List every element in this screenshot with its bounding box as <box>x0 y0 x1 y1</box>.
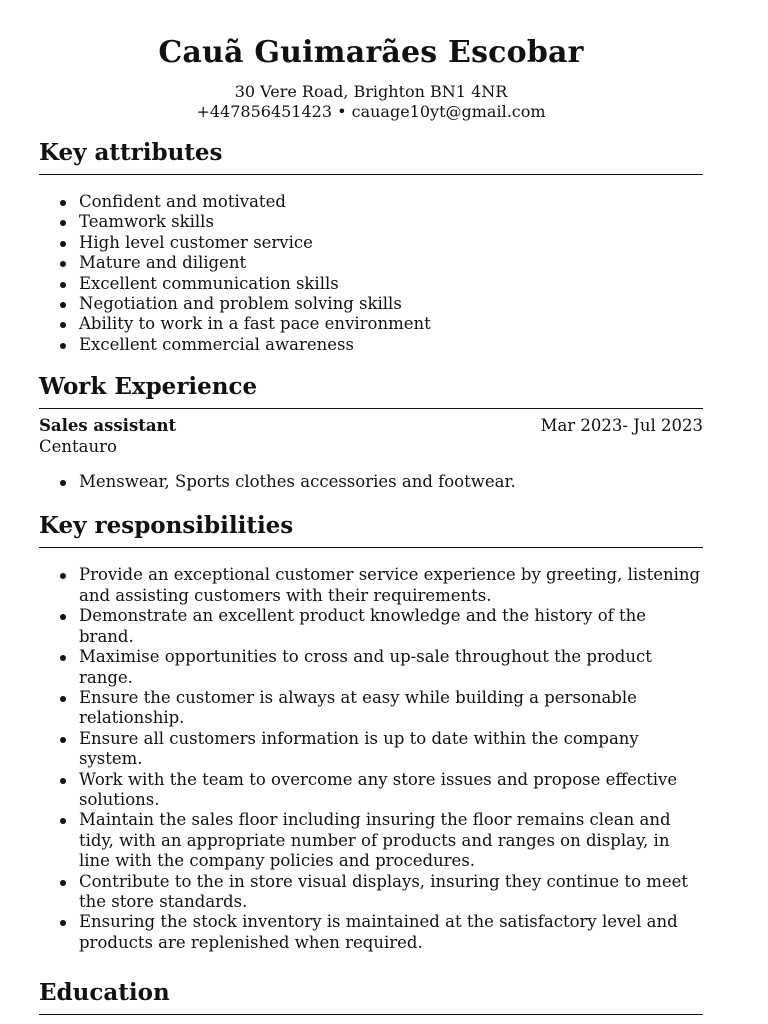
key-attributes-section <box>39 138 703 355</box>
list-item: Teamwork skills <box>39 212 703 232</box>
list-item: Demonstrate an excellent product knowledge and the history of the brand. <box>39 606 703 647</box>
list-item: Ability to work in a fast pace environment <box>39 314 703 334</box>
section-divider <box>39 547 703 548</box>
list-item: Excellent communication skills <box>39 274 703 294</box>
list-item: Excellent commercial awareness <box>39 335 703 355</box>
work-experience-section <box>39 372 703 492</box>
section-divider <box>39 408 703 409</box>
key-responsibilities-list <box>39 565 703 953</box>
section-title-key-attributes: Key attributes <box>39 139 223 166</box>
job-dates: Mar 2023- Jul 2023 <box>540 416 703 436</box>
list-item: Contribute to the in store visual displays, insuring they continue to meet the store standards. <box>39 872 703 913</box>
list-item: Confident and motivated <box>39 192 703 212</box>
list-item: Ensure all customers information is up to date within the company system. <box>39 729 703 770</box>
list-item: Maximise opportunities to cross and up-sale throughout the product range. <box>39 647 703 688</box>
list-item: Menswear, Sports clothes accessories and footwear. <box>39 472 703 492</box>
job-entry <box>39 416 703 457</box>
section-title-key-responsibilities: Key responsibilities <box>39 512 294 540</box>
list-item: Work with the team to overcome any store issues and propose effective solutions. <box>39 770 703 811</box>
job-header-row <box>39 416 703 436</box>
section-divider <box>39 1014 703 1015</box>
key-responsibilities-section <box>39 511 703 953</box>
key-attributes-list <box>39 192 703 355</box>
list-item: Mature and diligent <box>39 253 703 273</box>
job-title: Sales assistant <box>39 416 177 436</box>
list-item: Ensure the customer is always at easy while building a personable relationship. <box>39 688 703 729</box>
contact-block <box>39 82 703 122</box>
list-item: Negotiation and problem solving skills <box>39 294 703 314</box>
phone-email-line: +447856451423 • cauage10yt@gmail.com <box>196 102 546 121</box>
list-item: High level customer service <box>39 233 703 253</box>
section-title-education: Education <box>39 979 170 1007</box>
company-name: Centauro <box>39 436 117 456</box>
address-line: 30 Vere Road, Brighton BN1 4NR <box>234 82 508 101</box>
candidate-name: Cauã Guimarães Escobar <box>158 35 584 70</box>
list-item: Ensuring the stock inventory is maintained at the satisfactory level and products are replenished when required. <box>39 912 703 953</box>
section-title-work-experience: Work Experience <box>39 373 258 401</box>
education-section <box>39 978 703 1015</box>
list-item: Maintain the sales floor including insuring the floor remains clean and tidy, with an appropriate number of products and ranges on display, in line with the company policies and procedures. <box>39 810 703 871</box>
job-details-list <box>39 472 703 492</box>
section-divider <box>39 174 703 175</box>
list-item: Provide an exceptional customer service experience by greeting, listening and assisting customers with their requirements. <box>39 565 703 606</box>
